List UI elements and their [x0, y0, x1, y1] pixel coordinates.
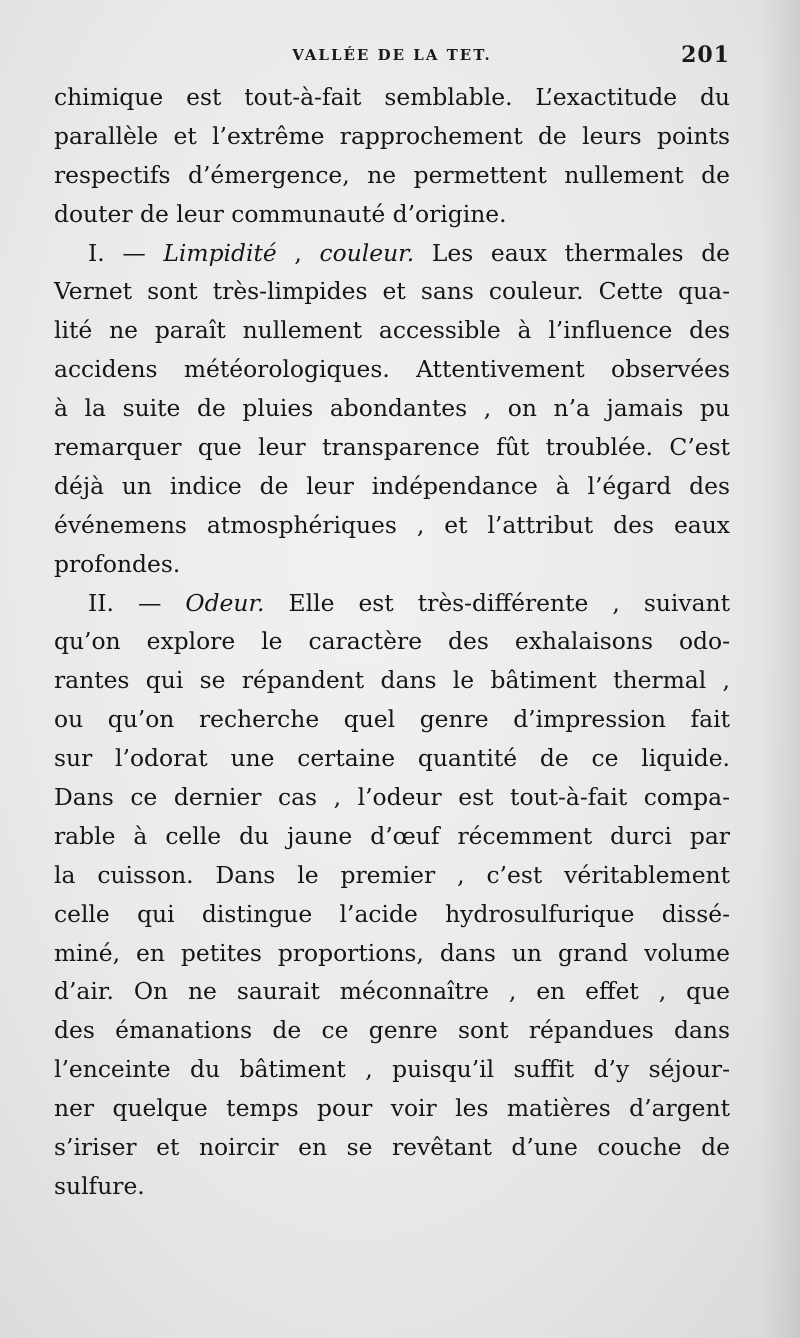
section-title-couleur: couleur.	[319, 238, 415, 267]
text-line: celle qui distingue l’acide hydrosulfurique dissé-	[54, 899, 730, 928]
section-heading-line	[54, 584, 730, 623]
page-number: 201	[681, 42, 730, 68]
text-line: événemens atmosphériques , et l’attribut des eaux	[54, 510, 730, 539]
section-title-limpidite: Limpidité	[163, 238, 277, 267]
page-edge-shadow	[760, 0, 800, 1338]
separator: ,	[276, 238, 320, 267]
text-line: miné, en petites proportions, dans un grand volume	[54, 938, 730, 967]
text-line: respectifs d’émergence, ne permettent nullement de	[54, 160, 730, 189]
text-line: parallèle et l’extrême rapprochement de leurs points	[54, 121, 730, 150]
section-text: Les eaux thermales de	[414, 238, 731, 267]
text-line: remarquer que leur transparence fût troublée. C’est	[54, 433, 730, 462]
section-text: Elle est très-différente , suivant	[264, 588, 730, 617]
section-title-odeur: Odeur.	[185, 588, 265, 617]
text-line: rantes qui se répandent dans le bâtiment thermal ,	[54, 666, 730, 695]
text-line: d’air. On ne saurait méconnaître , en effet , que	[54, 977, 730, 1006]
text-line: déjà un indice de leur indépendance à l’égard des	[54, 471, 730, 500]
text-line: la cuisson. Dans le premier , c’est véritablement	[54, 860, 730, 889]
text-line: rable à celle du jaune d’œuf récemment durci par	[54, 821, 730, 850]
text-line: qu’on explore le caractère des exhalaisons odo-	[54, 627, 730, 656]
text-line: ou qu’on recherche quel genre d’impression fait	[54, 705, 730, 734]
body-text	[54, 78, 730, 1206]
text-line: à la suite de pluies abondantes , on n’a jamais pu	[54, 394, 730, 423]
text-line: des émanations de ce genre sont répandues dans	[54, 1016, 730, 1045]
text-line: Dans ce dernier cas , l’odeur est tout-à-fait compa-	[54, 783, 730, 812]
running-head: VALLÉE DE LA TET.	[292, 46, 492, 64]
text-line: accidens météorologiques. Attentivement observées	[54, 355, 730, 384]
text-line: profondes.	[54, 549, 181, 578]
text-line: sulfure.	[54, 1171, 145, 1200]
page-header	[54, 42, 730, 76]
section-number: I. —	[88, 238, 164, 267]
text-line: l’enceinte du bâtiment , puisqu’il suffit d’y séjour-	[54, 1055, 730, 1084]
text-line: Vernet sont très-limpides et sans couleur. Cette qua-	[54, 277, 730, 306]
text-line: ner quelque temps pour voir les matières d’argent	[54, 1094, 730, 1123]
text-line: sur l’odorat une certaine quantité de ce liquide.	[54, 744, 730, 773]
text-line: chimique est tout-à-fait semblable. L’exactitude du	[54, 83, 730, 111]
section-heading-line	[54, 234, 730, 273]
text-line: lité ne paraît nullement accessible à l’influence des	[54, 316, 730, 345]
text-line: douter de leur communauté d’origine.	[54, 199, 507, 228]
text-line: s’iriser et noircir en se revêtant d’une couche de	[54, 1133, 730, 1162]
section-number: II. —	[88, 588, 186, 617]
